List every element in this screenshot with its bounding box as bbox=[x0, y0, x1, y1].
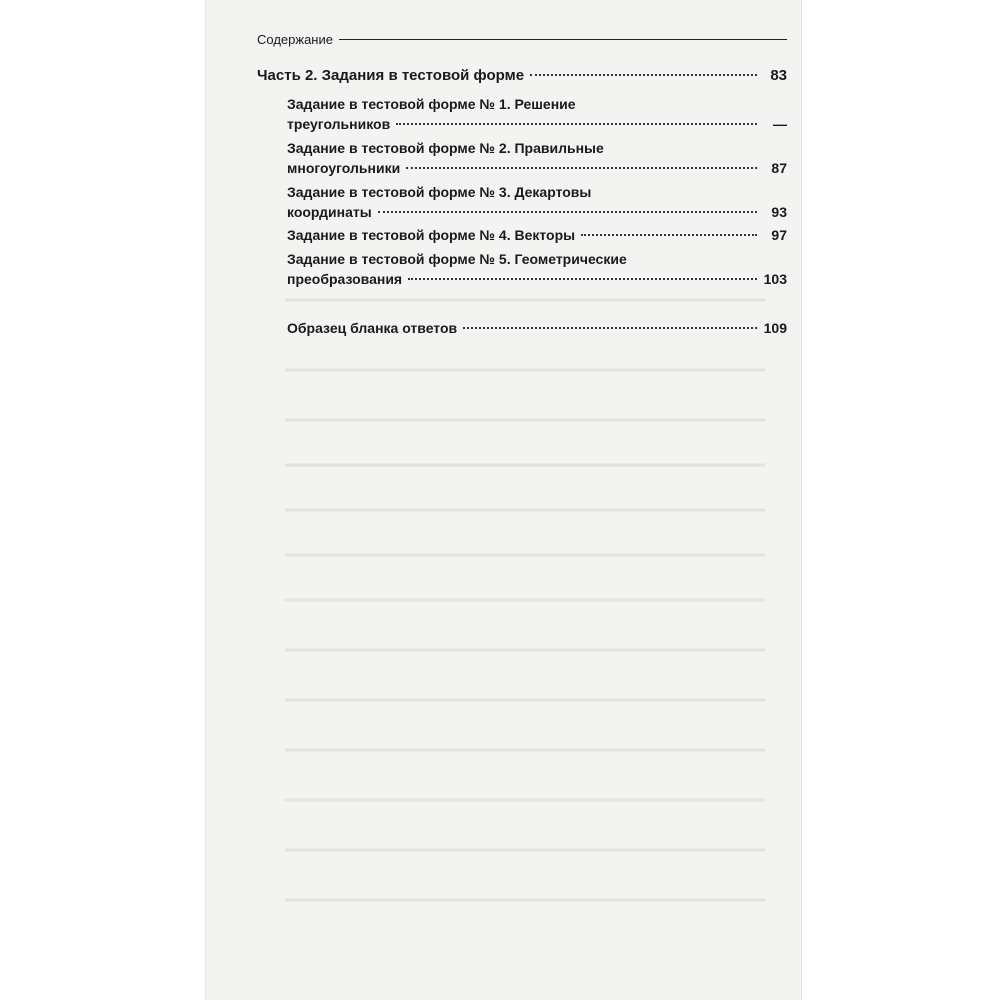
toc-task-entry-1 bbox=[287, 94, 787, 134]
dot-leader bbox=[408, 277, 757, 280]
task-title-line: Задание в тестовой форме № 1. Решение bbox=[287, 96, 576, 112]
toc-task-entry-2 bbox=[287, 138, 787, 178]
toc-task-entry-3 bbox=[287, 182, 787, 222]
part-page-number: 83 bbox=[770, 67, 787, 84]
task-title-line: Задание в тестовой форме № 2. Правильные bbox=[287, 140, 604, 156]
task-title-line: Задание в тестовой форме № 5. Геометрические bbox=[287, 251, 627, 267]
toc-part-entry bbox=[257, 66, 787, 86]
task-title-line: треугольников bbox=[287, 116, 391, 132]
dot-leader bbox=[378, 210, 757, 213]
toc-task-entry-5 bbox=[287, 249, 787, 289]
dot-leader bbox=[463, 326, 757, 329]
header-title: Содержание bbox=[257, 32, 333, 47]
task-title-line: координаты bbox=[287, 204, 372, 220]
answer-form-title: Образец бланка ответов bbox=[287, 320, 458, 336]
toc-answer-form-entry bbox=[287, 318, 787, 338]
part-title: Часть 2. Задания в тестовой форме bbox=[257, 67, 525, 84]
toc-task-entry-4 bbox=[287, 225, 787, 245]
task-page-number: 97 bbox=[771, 227, 787, 243]
task-title-line: Задание в тестовой форме № 4. Векторы bbox=[287, 227, 576, 243]
dot-leader bbox=[581, 233, 757, 236]
header-rule bbox=[339, 39, 787, 40]
task-title-line: преобразования bbox=[287, 271, 403, 287]
running-header bbox=[257, 32, 787, 47]
task-title-line: многоугольники bbox=[287, 160, 401, 176]
task-page-number: 93 bbox=[771, 204, 787, 220]
book-page bbox=[205, 0, 802, 1000]
dot-leader bbox=[396, 122, 757, 125]
task-page-number: 87 bbox=[771, 160, 787, 176]
dot-leader bbox=[406, 166, 757, 169]
answer-form-page-number: 109 bbox=[763, 320, 787, 336]
task-title-line: Задание в тестовой форме № 3. Декартовы bbox=[287, 184, 592, 200]
task-page-number: 103 bbox=[763, 271, 787, 287]
task-page-number: — bbox=[773, 116, 787, 132]
dot-leader bbox=[530, 73, 757, 76]
